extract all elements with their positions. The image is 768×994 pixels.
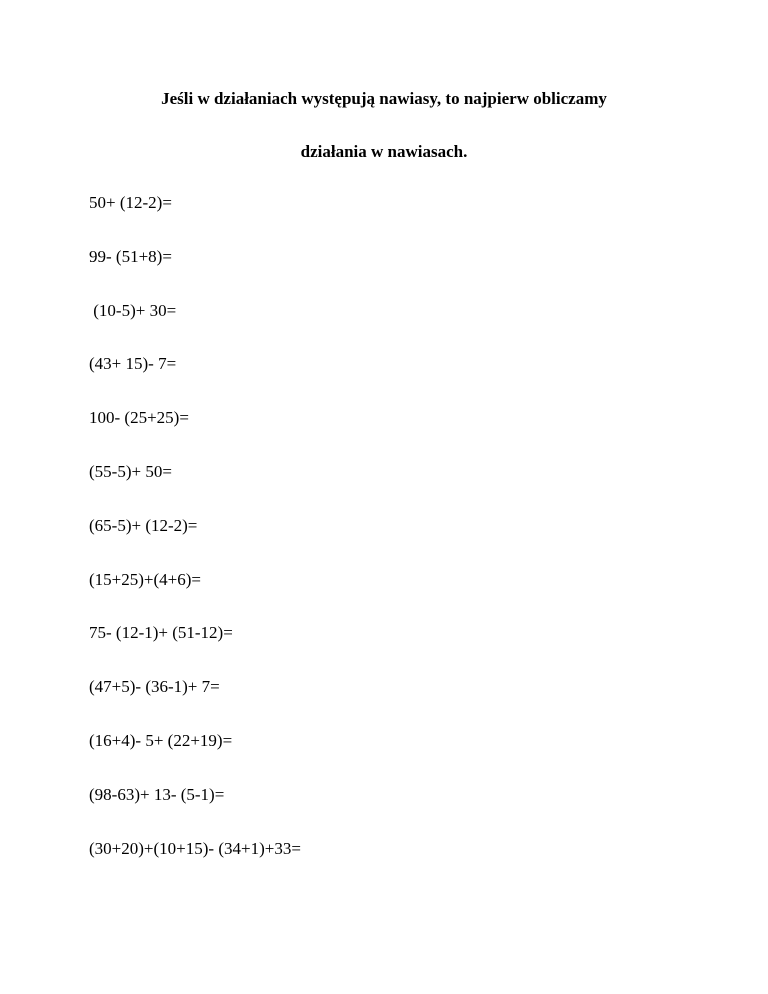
exercise-item: (30+20)+(10+15)- (34+1)+33=: [89, 838, 301, 858]
exercise-item: 99- (51+8)=: [89, 246, 172, 266]
exercise-list: [89, 193, 301, 892]
exercise-item: 50+ (12-2)=: [89, 193, 172, 212]
instruction-heading-line-1: Jeśli w działaniach występują nawiasy, to najpierw obliczamy: [161, 89, 607, 108]
exercise-item: 75- (12-1)+ (51-12)=: [89, 623, 233, 643]
exercise-item: (15+25)+(4+6)=: [89, 569, 201, 589]
exercise-item: (98-63)+ 13- (5-1)=: [89, 784, 225, 804]
exercise-item: (55-5)+ 50=: [89, 461, 172, 481]
exercise-item: (16+4)- 5+ (22+19)=: [89, 730, 233, 750]
exercise-item: (43+ 15)- 7=: [89, 354, 177, 374]
instruction-heading-line-2: działania w nawiasach.: [300, 142, 468, 161]
exercise-item: (10-5)+ 30=: [89, 300, 177, 320]
exercise-item: 100- (25+25)=: [89, 408, 189, 428]
exercise-item: (47+5)- (36-1)+ 7=: [89, 677, 220, 697]
exercise-item: (65-5)+ (12-2)=: [89, 515, 198, 535]
